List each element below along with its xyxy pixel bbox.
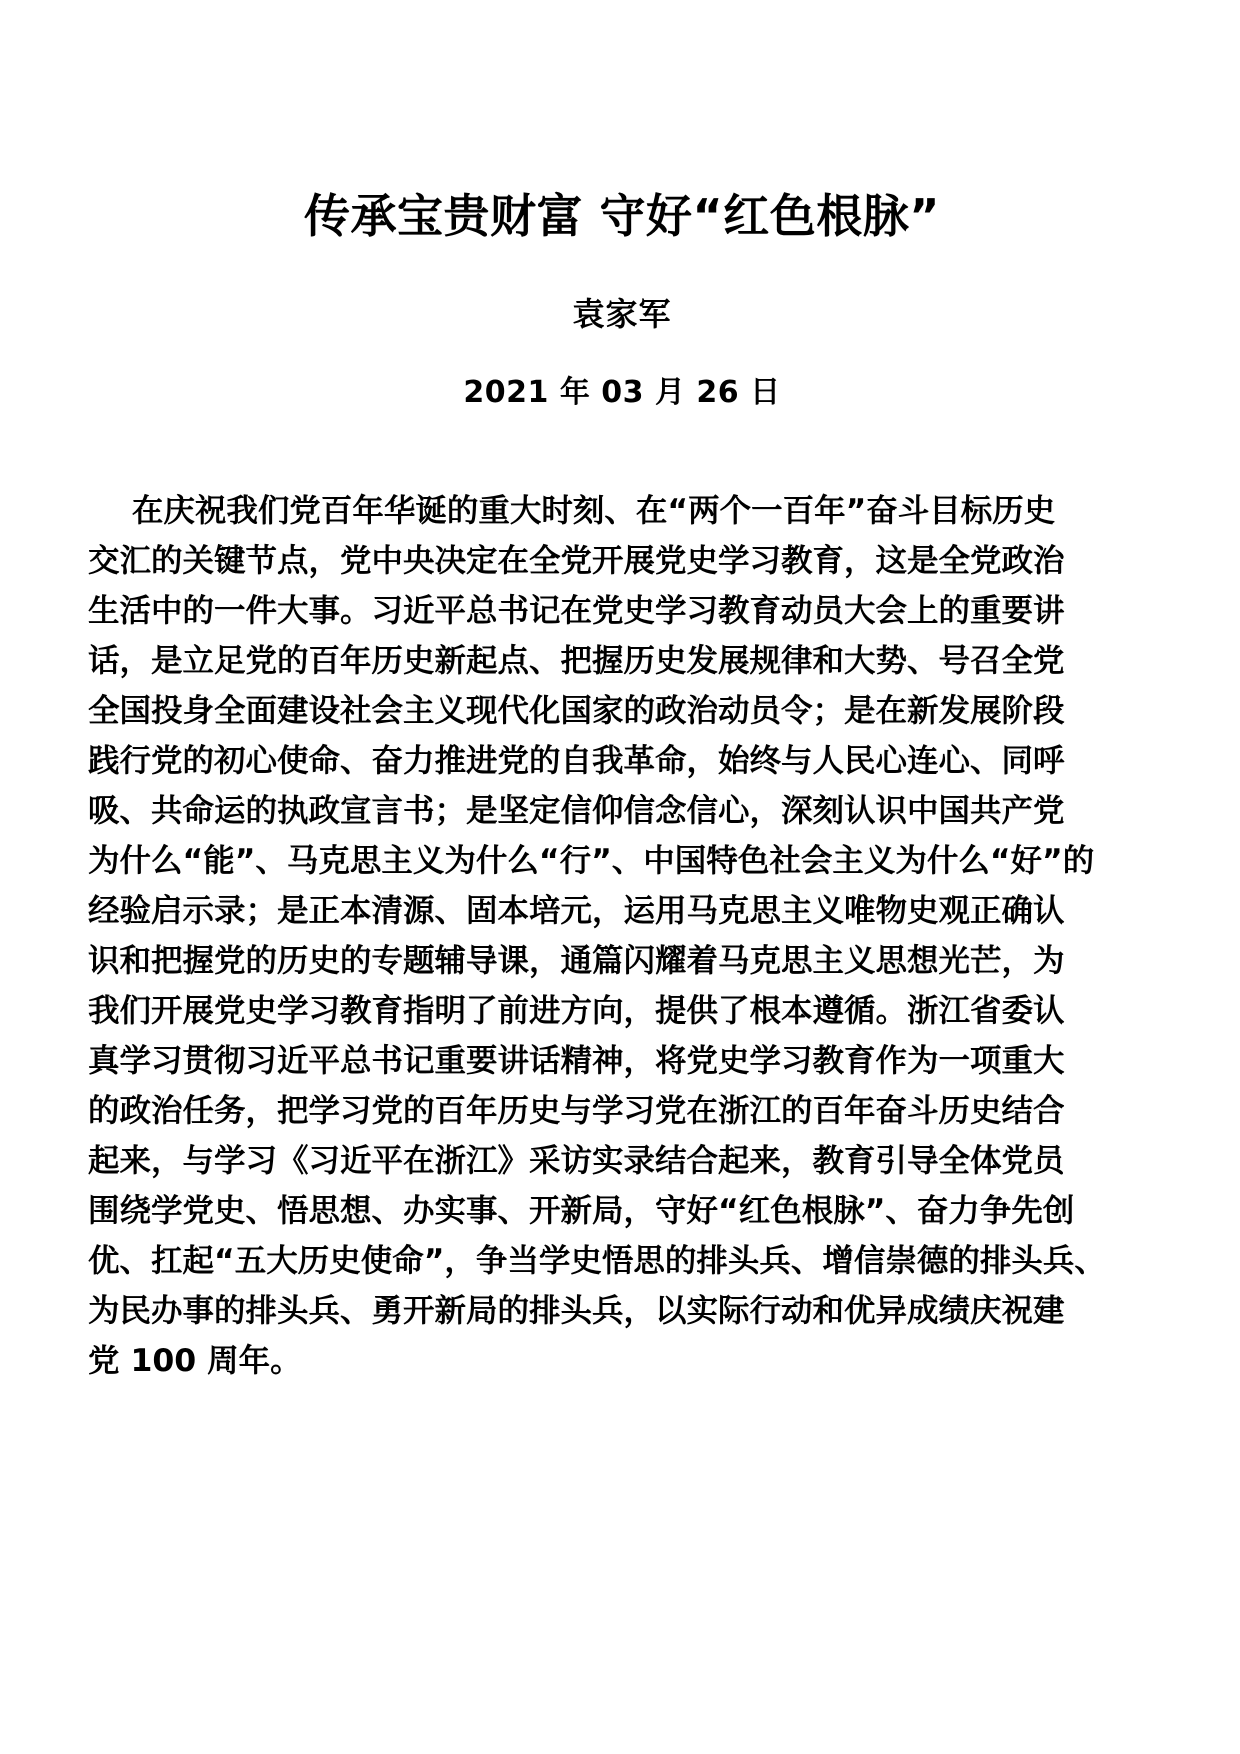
body-line: 我们开展党史学习教育指明了前进方向，提供了根本遵循。浙江省委认: [88, 993, 1065, 1030]
body-line: 吸、共命运的执政宣言书；是坚定信仰信念信心，深刻认识中国共产党: [88, 793, 1065, 830]
body-line: 话，是立足党的百年历史新起点、把握历史发展规律和大势、号召全党: [88, 643, 1065, 680]
body-line: 在庆祝我们党百年华诞的重大时刻、在“两个一百年”奋斗目标历史: [88, 493, 1056, 530]
publication-date: 2021 年 03 月 26 日: [463, 375, 781, 411]
page-title: 传承宝贵财富 守好“红色根脉”: [304, 189, 940, 243]
body-line: 党 100 周年。: [88, 1343, 302, 1380]
body-line: 经验启示录；是正本清源、固本培元，运用马克思主义唯物史观正确认: [88, 893, 1065, 930]
body-text: [88, 412, 1156, 1386]
body-line: 为民办事的排头兵、勇开新局的排头兵，以实际行动和优异成绩庆祝建: [88, 1293, 1065, 1330]
body-line: 践行党的初心使命、奋力推进党的自我革命，始终与人民心连心、同呼: [88, 743, 1065, 780]
author-name: 袁家军: [572, 294, 672, 333]
body-line: 生活中的一件大事。习近平总书记在党史学习教育动员大会上的重要讲: [88, 593, 1065, 630]
body-line: 为什么“能”、马克思主义为什么“行”、中国特色社会主义为什么“好”的: [88, 843, 1095, 880]
body-line: 真学习贯彻习近平总书记重要讲话精神，将党史学习教育作为一项重大: [88, 1043, 1065, 1080]
body-line: 围绕学党史、悟思想、办实事、开新局，守好“红色根脉”、奋力争先创: [88, 1193, 1075, 1230]
body-line: 识和把握党的历史的专题辅导课，通篇闪耀着马克思主义思想光芒，为: [88, 943, 1065, 980]
body-line: 的政治任务，把学习党的百年历史与学习党在浙江的百年奋斗历史结合: [88, 1093, 1065, 1130]
body-line: 起来，与学习《习近平在浙江》采访实录结合起来，教育引导全体党员: [88, 1143, 1065, 1180]
body-line: 全国投身全面建设社会主义现代化国家的政治动员令；是在新发展阶段: [88, 693, 1065, 730]
document-content: [88, 0, 1156, 1386]
body-line: 交汇的关键节点，党中央决定在全党开展党史学习教育，这是全党政治: [88, 543, 1065, 580]
body-line: 优、扛起“五大历史使命”，争当学史悟思的排头兵、增信崇德的排头兵、: [88, 1243, 1106, 1280]
